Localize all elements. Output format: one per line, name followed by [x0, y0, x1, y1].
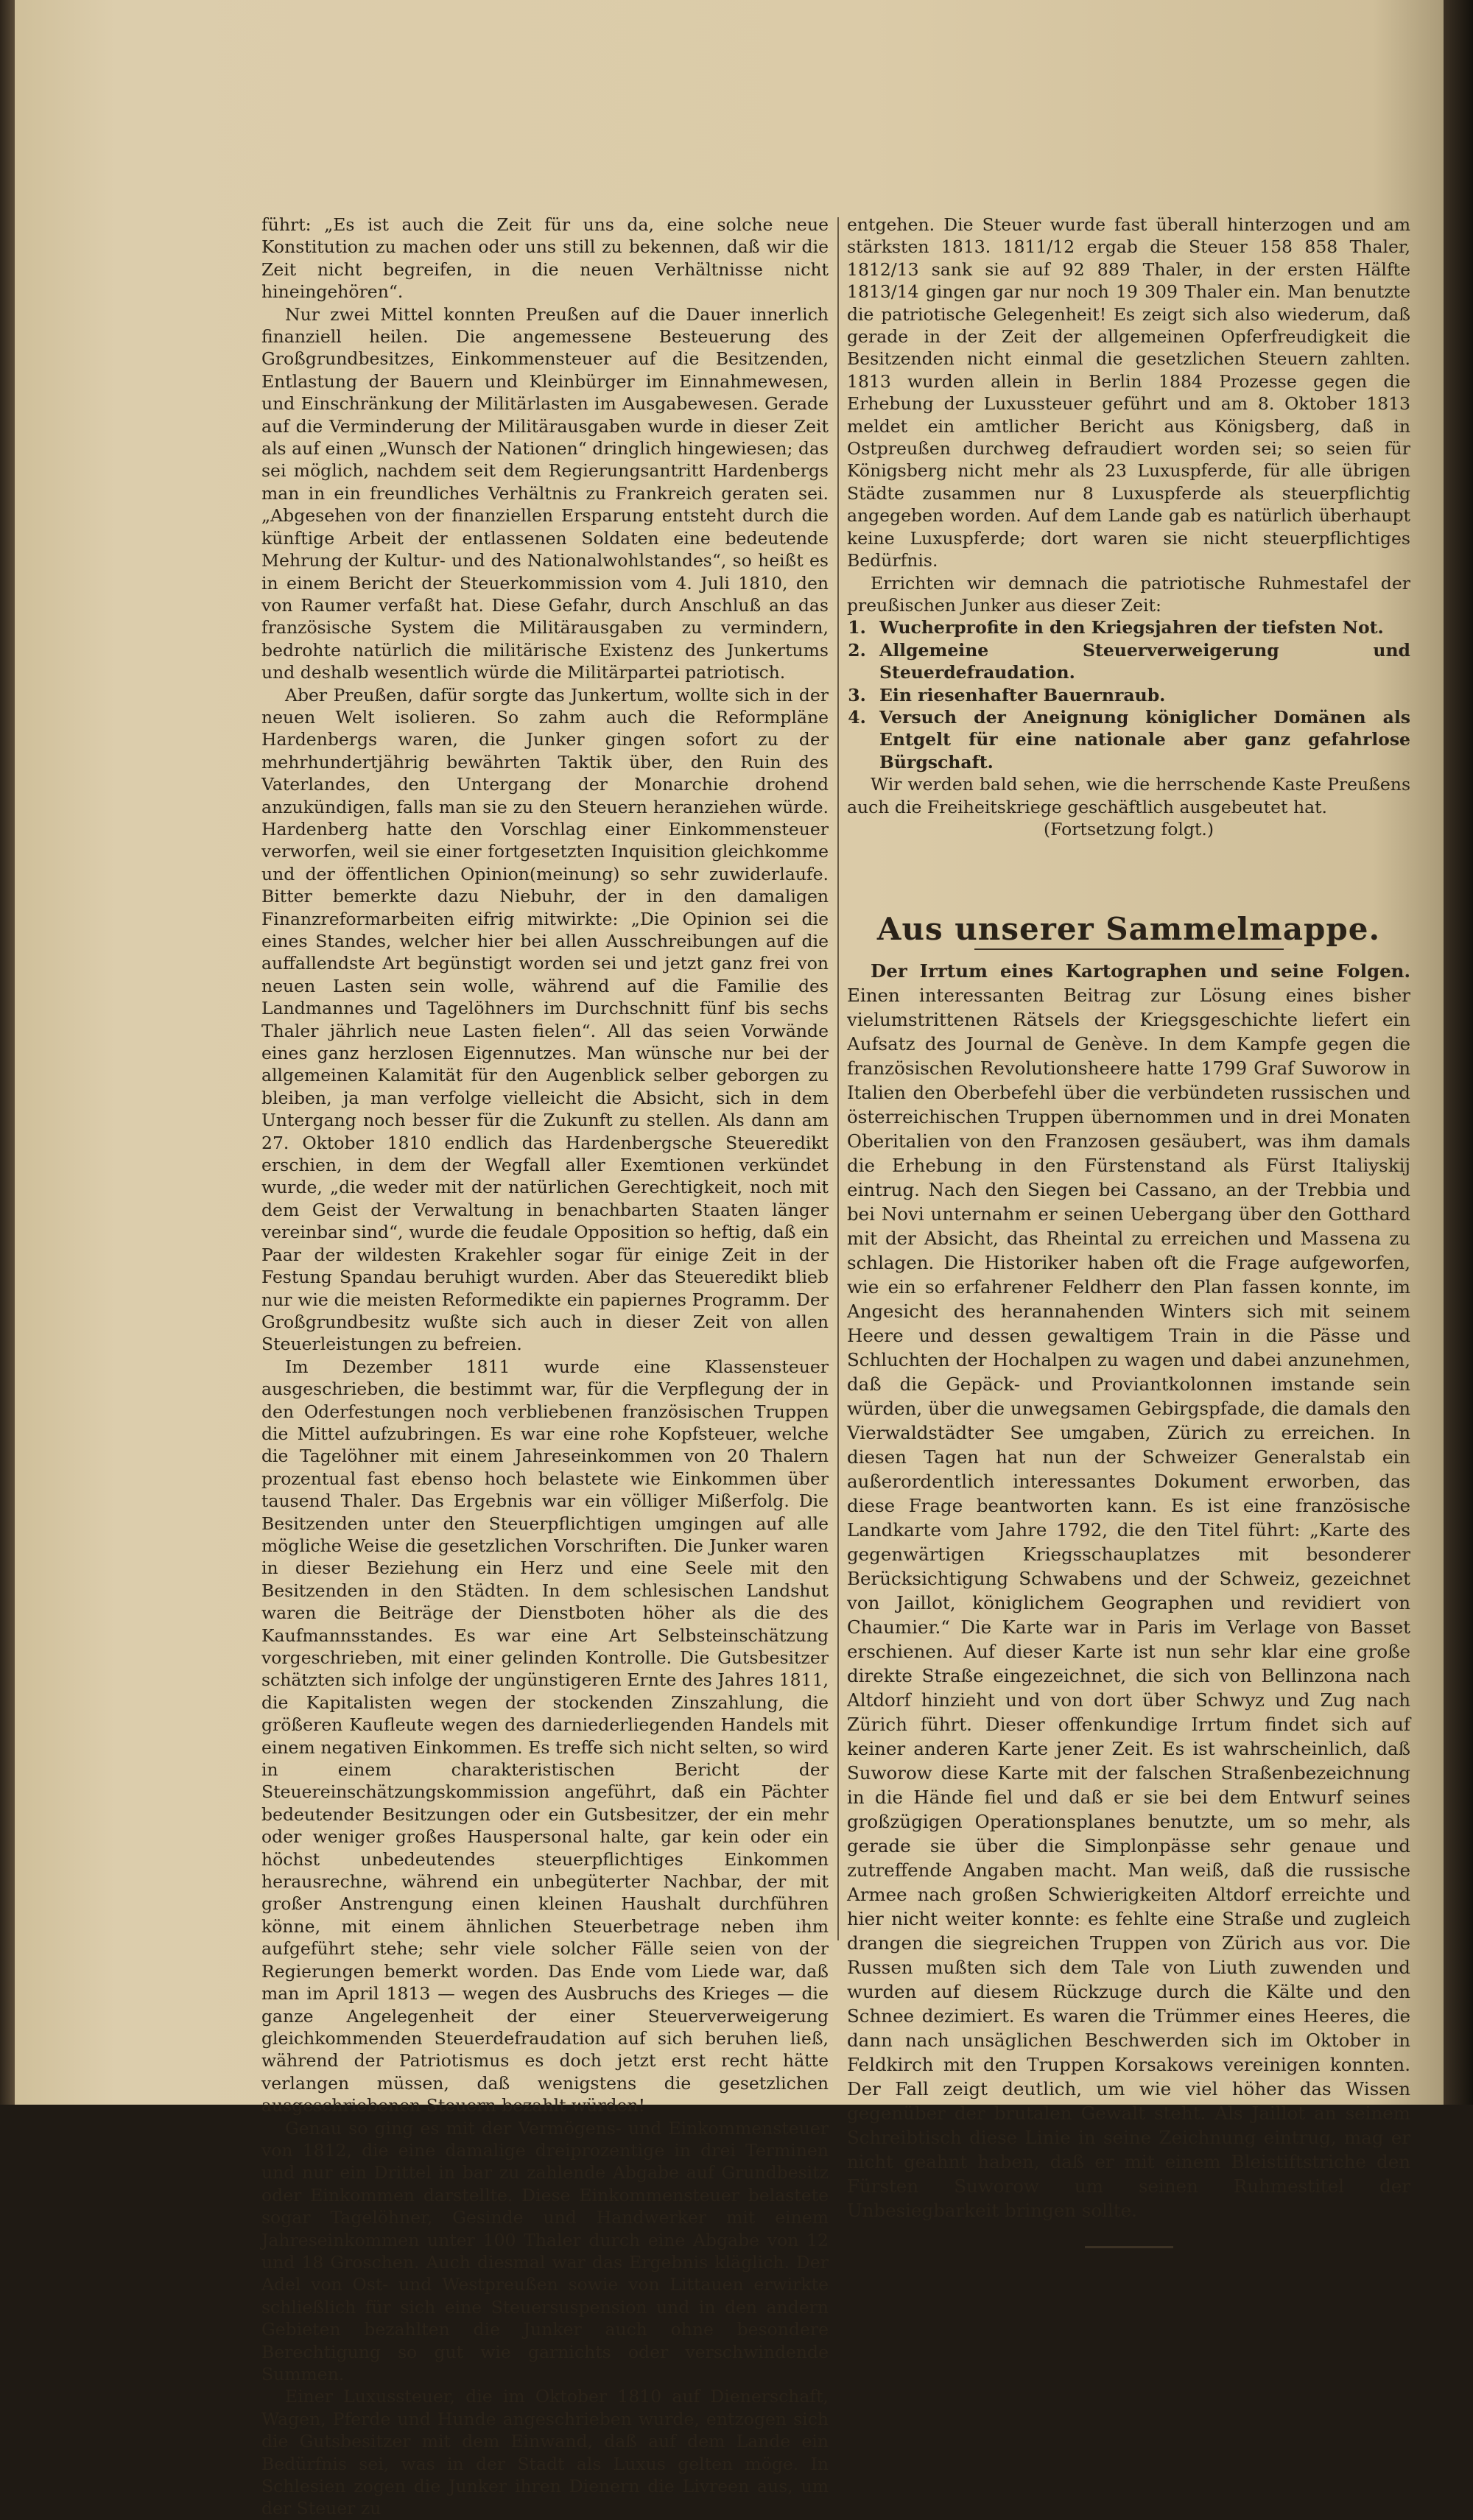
- list-item: 1. Wucherprofite in den Kriegsjahren der tiefsten Not.: [872, 616, 1410, 638]
- column-divider: [837, 217, 839, 1940]
- left-column: [261, 214, 829, 2520]
- paragraph: Nur zwei Mittel konnten Preußen auf die Dauer innerlich finanziell heilen. Die angemessene Besteuerung des Großgrundbesitzes, Einkommensteuer auf die Besitzenden, Entlastung der Bauern und Kleinbürger im Einnahmewesen, und Einschränkung der Militärlasten im Ausgabewesen. Gerade auf die Verminderung der Militärausgaben wurde in dieser Zeit als auf einen „Wunsch der Nationen“ dringlich hingewiesen; das sei möglich, nachdem seit dem Regierungsantritt Hardenbergs man in ein freundliches Verhältnis zu Frankreich geraten sei. „Abgesehen von der finanziellen Ersparung entsteht durch die künftige Arbeit der entlassenen Soldaten eine bedeutende Mehrung der Kultur- und des Nationalwohlstandes“, so heißt es in einem Bericht der Steuerkommission vom 4. Juli 1810, den von Raumer verfaßt hat. Diese Gefahr, durch Anschluß an das französische System die Militärausgaben zu vermindern, bedrohte natürlich die militärische Existenz des Junkertums und deshalb wesentlich würde die Militärpartei patriotisch.: [261, 303, 829, 683]
- list-intro: Errichten wir demnach die patriotische Ruhmestafel der preußischen Junker aus dieser Zeit:: [847, 572, 1410, 616]
- list-item: 4. Versuch der Aneignung königlicher Domänen als Entgelt für eine nationale aber ganz gefahrlose Bürgschaft.: [872, 706, 1410, 773]
- list-item: 2. Allgemeine Steuerverweigerung und Steuerdefraudation.: [872, 639, 1410, 684]
- article-paragraph: [847, 959, 1410, 2222]
- continued-note: (Fortsetzung folgt.): [1043, 818, 1214, 840]
- list-item: 3. Ein riesenhafter Bauernraub.: [872, 684, 1410, 706]
- paragraph: Genau so ging es mit der Vermögens- und Einkommensteuer von 1812, die eine damalige dreiprozentige in drei Terminen und nur ein Drittel in bar zu zahlende Abgabe auf Grundbesitz oder Einkommen darstellte. Diese Einkommensteuer belastete sogar Tagelöhner, Gesinde und Handwerker mit einem Jahreseinkommen unter 100 Thaler durch eine Abgabe von 12 und 18 Groschen. Auch diesmal war das Ergebnis kläglich. Der Adel von Ost- und Westpreußen sowie von Littauen erwirkte schließlich für sich eine Steuersuspension und in den andern Gebieten bezahlten die Junker auch ohne besondere Berechtigung so gut wie garnichts oder verschwindende Summen.: [261, 2117, 829, 2385]
- paragraph: Im Dezember 1811 wurde eine Klassensteuer ausgeschrieben, die bestimmt war, für die Verpflegung der in den Oderfestungen noch verbliebenen französischen Truppen die Mittel aufzubringen. Es war eine rohe Kopfsteuer, welche die Tagelöhner mit einem Jahreseinkommen von 20 Thalern prozentual fast ebenso hoch belastete wie Einkommen über tausend Thaler. Das Ergebnis war ein völliger Mißerfolg. Die Besitzenden unter den Steuerpflichtigen umgingen auf alle mögliche Weise die gesetzlichen Vorschriften. Die Junker waren in dieser Beziehung ein Herz und eine Seele mit den Besitzenden in den Städten. In dem schlesischen Landshut waren die Beiträge der Dienstboten höher als die des Kaufmannsstandes. Es war eine Art Selbsteinschätzung vorgeschrieben, mit einer gelinden Kontrolle. Die Gutsbesitzer schätzten sich infolge der ungünstigeren Ernte des Jahres 1811, die Kapitalisten wegen der stockenden Zinszahlung, die größeren Kaufleute wegen des darniederliegenden Handels mit einem negativen Einkommen. Es treffe sich nicht selten, so wird in einem charakteristischen Bericht der Steuereinschätzungskommission angeführt, daß ein Pächter bedeutender Besitzungen oder ein Gutsbesitzer, der ein mehr oder weniger großes Hauspersonal halte, gar kein oder ein höchst unbedeutendes steuerpflichtiges Einkommen herausrechne, während ein unbegüterter Nachbar, der mit großer Anstrengung einen kleinen Haushalt durchführen könne, mit einem ähnlichen Steuerbetrage neben ihm aufgeführt stehe; sehr viele solcher Fälle seien von der Regierungen bemerkt worden. Das Ende vom Liede war, daß man im April 1813 — wegen des Ausbruchs des Krieges — die ganze Angelegenheit der einer Steuerverweigerung gleichkommenden Steuerdefraudation auf sich beruhen ließ, während der Patriotismus es doch jetzt erst recht hätte verlangen müssen, daß wenigstens die gesetzlichen ausgeschriebenen Steuern bezahlt würden!: [261, 1356, 829, 2116]
- paragraph: führt: „Es ist auch die Zeit für uns da, eine solche neue Konstitution zu machen oder uns still zu bekennen, daß wir die Zeit nicht begreifen, in die neuen Verhältnisse nicht hineingehören“.: [261, 214, 829, 303]
- right-column: [847, 214, 1410, 2248]
- paragraph: entgehen. Die Steuer wurde fast überall hinterzogen und am stärksten 1813. 1811/12 ergab die Steuer 158 858 Thaler, 1812/13 sank sie auf 92 889 Thaler, in der ersten Hälfte 1813/14 gingen gar nur noch 19 309 Thaler ein. Man benutzte die patriotische Gelegenheit! Es zeigt sich also wiederum, daß gerade in der Zeit der allgemeinen Opferfreudigkeit die Besitzenden nicht einmal die gesetzlichen Steuern zahlten. 1813 wurden allein in Berlin 1884 Prozesse gegen die Erhebung der Luxussteuer geführt und am 8. Oktober 1813 meldet ein amtlicher Bericht aus Königsberg, daß in Ostpreußen durchweg defraudiert worden sei; so seien für Königsberg nicht mehr als 23 Luxuspferde, für alle übrigen Städte zusammen nur 8 Luxuspferde als steuerpflichtig angegeben worden. Auf dem Lande gab es natürlich überhaupt keine Luxuspferde; dort waren sie nicht steuerpflichtiges Bedürfnis.: [847, 214, 1410, 571]
- book-binding-left: [0, 0, 15, 2105]
- book-edge-right: [1444, 0, 1473, 2105]
- article-heading: Der Irrtum eines Kartographen und seine Folgen.: [871, 960, 1410, 982]
- paragraph: Einer Luxussteuer, die im Oktober 1810 auf Dienerschaft, Wagen, Pferde und Hunde angeschrieben wurde, entzogen sich die Gutsbesitzer mit dem Einwand, daß auf dem Lande ein Bedürfnis sei, was in der Stadt als Luxus gelten möge. In Schlesien zogen die Junker ihren Dienern die Livreen aus, um der Steuer zu: [261, 2386, 829, 2519]
- section-title: Aus unserer Sammelmappe.: [876, 911, 1381, 948]
- paragraph: Aber Preußen, dafür sorgte das Junkertum, wollte sich in der neuen Welt isolieren. So zahm auch die Reformpläne Hardenbergs waren, die Junker gingen sofort zu der mehrhundertjährig bewährten Taktik über, den Ruin des Vaterlandes, den Untergang der Monarchie drohend anzukündigen, falls man sie zu den Steuern heranziehen würde. Hardenberg hatte den Vorschlag einer Einkommensteuer verworfen, weil sie einer fortgesetzten Inquisition gleichkomme und der öffentlichen Opinion(meinung) so sehr zuwiderlaufe. Bitter bemerkte dazu Niebuhr, der in den damaligen Finanzreformarbeiten eifrig mitwirkte: „Die Opinion sei die eines Standes, welcher hier bei allen Ausschreibungen auf die auffallendste Art begünstigt worden sei und jetzt ganz frei von neuen Lasten sein wolle, während auf die Familie des Landmannes und Tagelöhners im Durchschnitt fünf bis sechs Thaler jährlich neue Lasten fielen“. All das seien Vorwände eines ganz herzlosen Eigennutzes. Man wünsche nur bei der allgemeinen Kalamität für den Augenblick selber geborgen zu bleiben, ja man verfolge vielleicht die Absicht, sich in dem Untergang noch besser für die Zukunft zu stellen. Als dann am 27. Oktober 1810 endlich das Hardenbergsche Steueredikt erschien, in dem der Wegfall aller Exemtionen verkündet wurde, „die weder mit der natürlichen Gerechtigkeit, noch mit dem Geist der Verwaltung in benachbarten Staaten länger vereinbar sind“, wurde die feudale Opposition so heftig, daß ein Paar der wildesten Krakehler sogar für einige Zeit in der Festung Spandau beruhigt wurden. Aber das Steueredikt blieb nur wie die meisten Reformedikte ein papiernes Programm. Der Großgrundbesitz wußte sich auch in dieser Zeit von allen Steuerleistungen zu befreien.: [261, 684, 829, 1355]
- paragraph: Wir werden bald sehen, wie die herrschende Kaste Preußens auch die Freiheitskriege geschäftlich ausgebeutet hat.: [847, 774, 1410, 817]
- article-body: Einen interessanten Beitrag zur Lösung eines bisher vielumstrittenen Rätsels der Kriegsgeschichte liefert ein Aufsatz des Journal de Genève. In dem Kampfe gegen die französischen Revolutionsheere hatte 1799 Graf Suworow in Italien den Oberbefehl über die verbündeten russischen und österreichischen Truppen übernommen und in drei Monaten Oberitalien von den Franzosen gesäubert, was ihm damals die Erhebung in den Fürstenstand als Fürst Italiyskij eintrug. Nach den Siegen bei Cassano, an der Trebbia und bei Novi unternahm er seinen Uebergang über den Gotthard mit der Absicht, das Rheintal zu erreichen und Massena zu schlagen. Die Historiker haben oft die Frage aufgeworfen, wie ein so erfahrener Feldherr den Plan fassen konnte, im Angesicht des herannahenden Winters sich mit seinem Heere und dessen gewaltigem Train in die Pässe und Schluchten der Hochalpen zu wagen und dabei anzunehmen, daß die Gepäck- und Proviantkolonnen imstande sein würden, über die unwegsamen Gebirgspfade, die damals den Vierwaldstädter See umgaben, Zürich zu erreichen. In diesen Tagen hat nun der Schweizer Generalstab ein außerordentlich interessantes Dokument erworben, das diese Frage beantworten kann. Es ist eine französische Landkarte vom Jahre 1792, die den Titel führt: „Karte des gegenwärtigen Kriegsschauplatzes mit besonderer Berücksichtigung Schwabens und der Schweiz, gezeichnet von Jaillot, königlichem Geographen und revidiert von Chaumier.“ Die Karte war in Paris im Verlage von Basset erschienen. Auf dieser Karte ist nun sehr klar eine große direkte Straße eingezeichnet, die sich von Bellinzona nach Altdorf hinzieht und von dort über Schwyz und Zug nach Zürich führt. Dieser offenkundige Irrtum findet sich auf keiner anderen Karte jener Zeit. Es ist wahrscheinlich, daß Suworow diese Karte mit der falschen Straßenbezeichnung in die Hände fiel und daß er sie bei dem Entwurf seines großzügigen Operationsplanes benutzte, um so mehr, als gerade sie über die Simplonpässe sehr genaue und zutreffende Angaben macht. Man weiß, daß die russische Armee nach großen Schwierigkeiten Altdorf erreichte und hier nicht weiter konnte: es fehlte eine Straße und zugleich drangen die siegreichen Truppen von Zürich aus vor. Die Russen mußten sich dem Tale von Liuth zuwenden und wurden auf diesem Rückzuge durch die Kälte und den Schnee dezimiert. Es waren die Trümmer eines Heeres, die dann nach unsäglichen Beschwerden sich im Oktober in Feldkirch mit den Truppen Korsakows vereinigen konnten. Der Fall zeigt deutlich, um wie viel höher das Wissen gegenüber der brutalen Gewalt steht. Als Jaillot an seinem Schreibtisch diese Linie in seine Zeichnung eintrug, mag er nicht geahnt haben, daß er mit einem Bleistiftstriche den Fürsten Suworow um seinen Ruhmestitel der Unbesiegbarkeit bringen sollte.: [847, 984, 1410, 2221]
- title-underline: [974, 948, 1284, 950]
- numbered-list: [847, 616, 1410, 773]
- end-rule: [1085, 2246, 1173, 2248]
